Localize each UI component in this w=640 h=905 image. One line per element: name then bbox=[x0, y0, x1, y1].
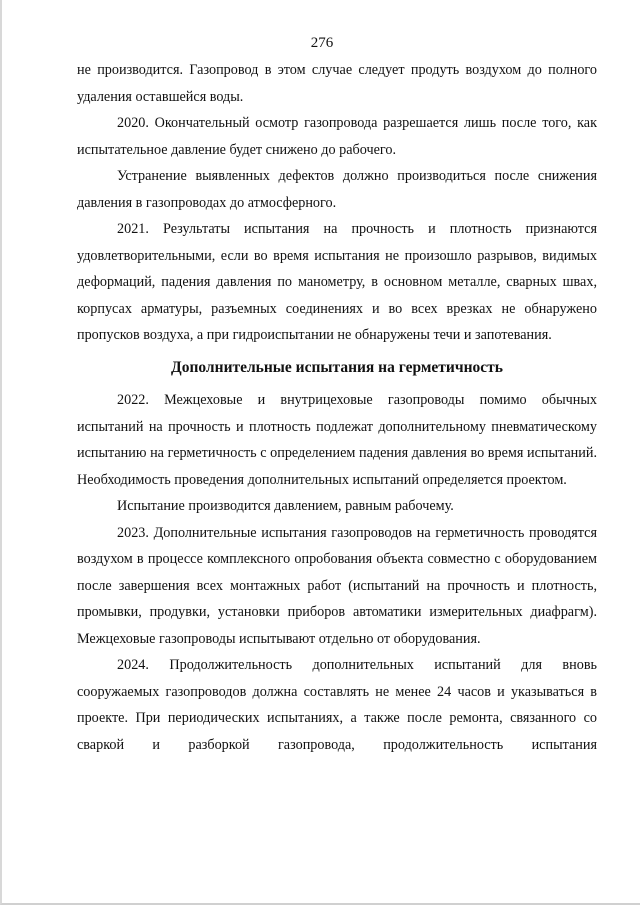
paragraph-2024: 2024. Продолжительность дополнительных испытаний для вновь сооружаемых газопроводов должна составлять не менее 24 часов и указываться в проекте. При периодических испытаниях, а также после ремонта, связанного со сваркой и разборкой газопровода, продолжительность испытания bbox=[77, 657, 597, 753]
paragraph-2022: 2022. Межцеховые и внутрицеховые газопроводы помимо обычных испытаний на прочность и плотность подлежат дополнительному пневматическому испытанию на герметичность с определением падения давления во время испытаний. Необходимость проведения дополнительных испытаний определяется проектом. bbox=[77, 392, 597, 488]
paragraph-2023: 2023. Дополнительные испытания газопроводов на герметичность проводятся воздухом в процессе комплексного опробования объекта совместно с оборудованием после завершения всех монтажных работ (испытаний на прочность и плотность, промывки, продувки, установки приборов автоматики измерительных диафрагм). Межцеховые газопроводы испытывают отдельно от оборудования. bbox=[77, 524, 597, 647]
page-number: 276 bbox=[310, 35, 334, 51]
paragraph-defect-removal: Устранение выявленных дефектов должно производиться после снижения давления в газопроводах до атмосферного. bbox=[77, 168, 597, 211]
paragraph-2021: 2021. Результаты испытания на прочность и плотность признаются удовлетворительными, если во время испытания не произошло разрывов, видимых деформаций, падения давления по манометру, в основном металле, сварных швах, корпусах арматуры, разъемных соединениях и во всех врезках не обнаружено пропусков воздуха, а при гидроиспытании не обнаружены течи и запотевания. bbox=[77, 221, 597, 343]
paragraph-test-pressure: Испытание производится давлением, равным рабочему. bbox=[117, 498, 454, 514]
paragraph-continuation: не производится. Газопровод в этом случае следует продуть воздухом до полного удаления оставшейся воды. bbox=[77, 62, 597, 105]
page-body bbox=[77, 57, 597, 758]
section-heading: Дополнительные испытания на герметичность bbox=[171, 358, 503, 376]
paragraph-2020: 2020. Окончательный осмотр газопровода разрешается лишь после того, как испытательное давление будет снижено до рабочего. bbox=[77, 115, 597, 158]
